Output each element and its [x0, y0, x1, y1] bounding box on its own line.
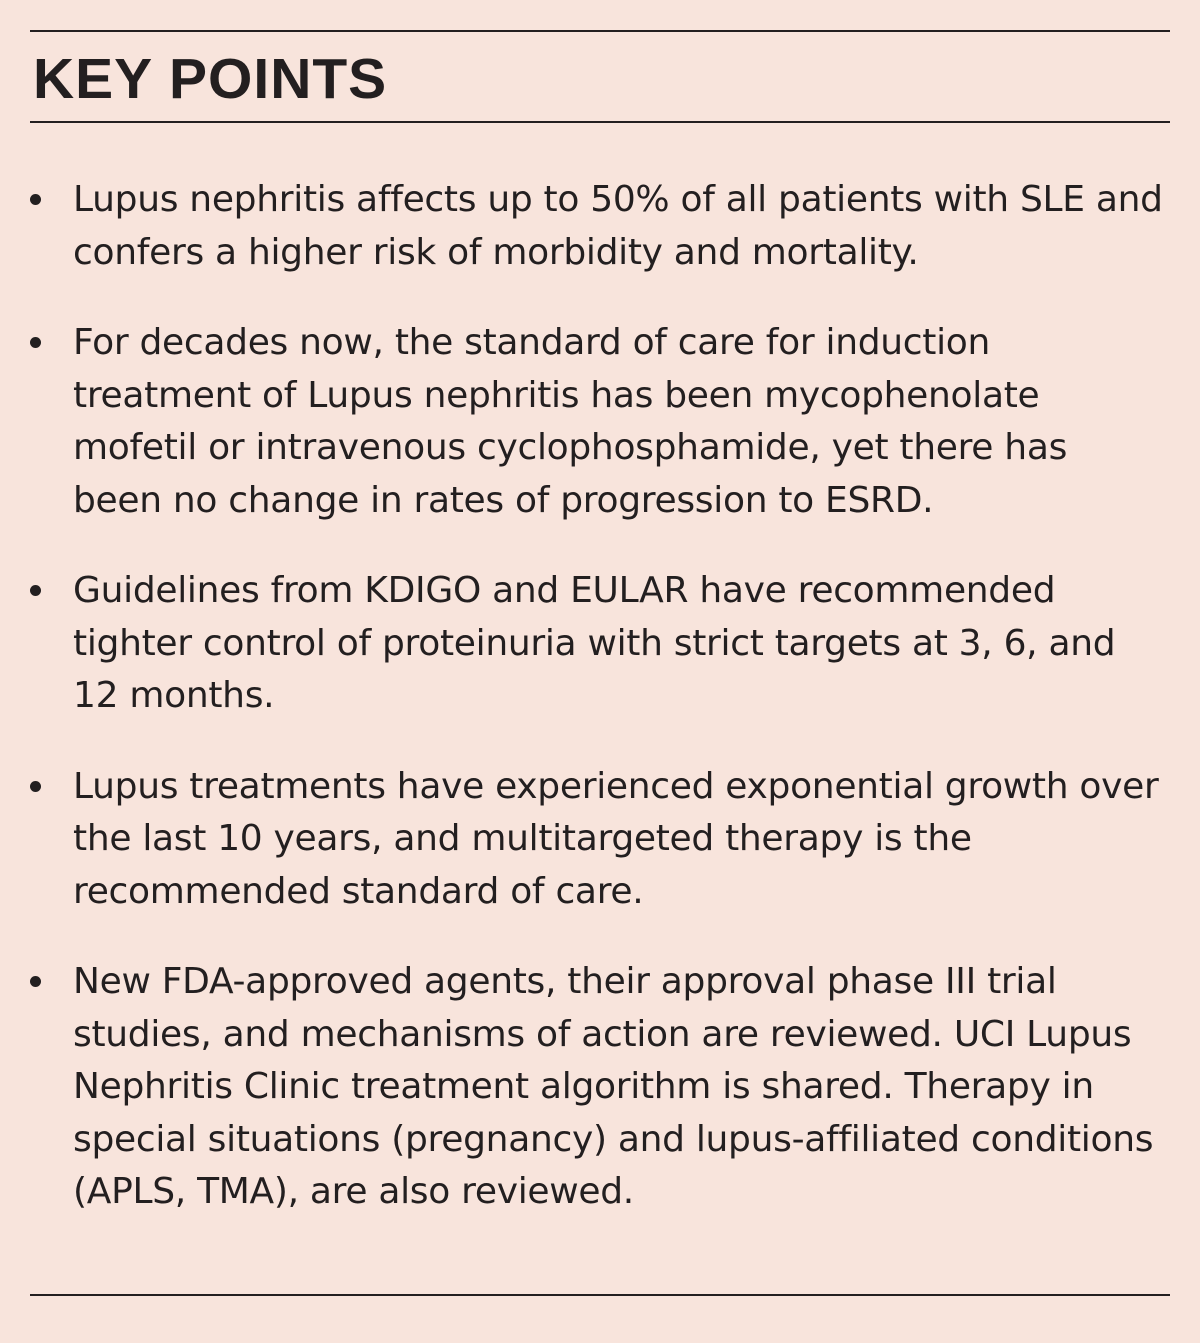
top-rule	[30, 30, 1170, 32]
key-point-text: New FDA-approved agents, their approval phase III trial studies, and mechanisms of action are reviewed. UCI Lupus Nephritis Clinic treatment algorithm is shared. Therapy in special situations (pregnancy) and lupus-affiliated conditions (APLS, TMA), are also reviewed.	[73, 961, 1154, 1212]
title-underline	[30, 121, 1170, 123]
bullet-icon	[30, 337, 41, 348]
key-point-5	[30, 956, 1166, 1219]
key-point-4	[30, 761, 1166, 919]
key-point-1	[30, 174, 1166, 279]
bullet-icon	[30, 194, 41, 205]
key-point-text: Lupus nephritis affects up to 50% of all patients with SLE and confers a higher risk of morbidity and mortality.	[73, 179, 1163, 273]
bullet-icon	[30, 781, 41, 792]
section-title: KEY POINTS	[33, 47, 388, 111]
key-point-text: Lupus treatments have experienced exponential growth over the last 10 years, and multitargeted therapy is the recommended standard of care.	[73, 765, 1159, 912]
key-point-2	[30, 317, 1166, 527]
bullet-icon	[30, 976, 41, 987]
bottom-rule	[30, 1294, 1170, 1296]
key-points-list	[30, 174, 1166, 1257]
key-point-3	[30, 565, 1166, 723]
key-point-text: Guidelines from KDIGO and EULAR have recommended tighter control of proteinuria with strict targets at 3, 6, and 12 months.	[73, 570, 1116, 716]
key-point-text: For decades now, the standard of care for induction treatment of Lupus nephritis has been mycophenolate mofetil or intravenous cyclophosphamide, yet there has been no change in rates of progression to ESRD.	[73, 322, 1068, 521]
bullet-icon	[30, 585, 41, 596]
